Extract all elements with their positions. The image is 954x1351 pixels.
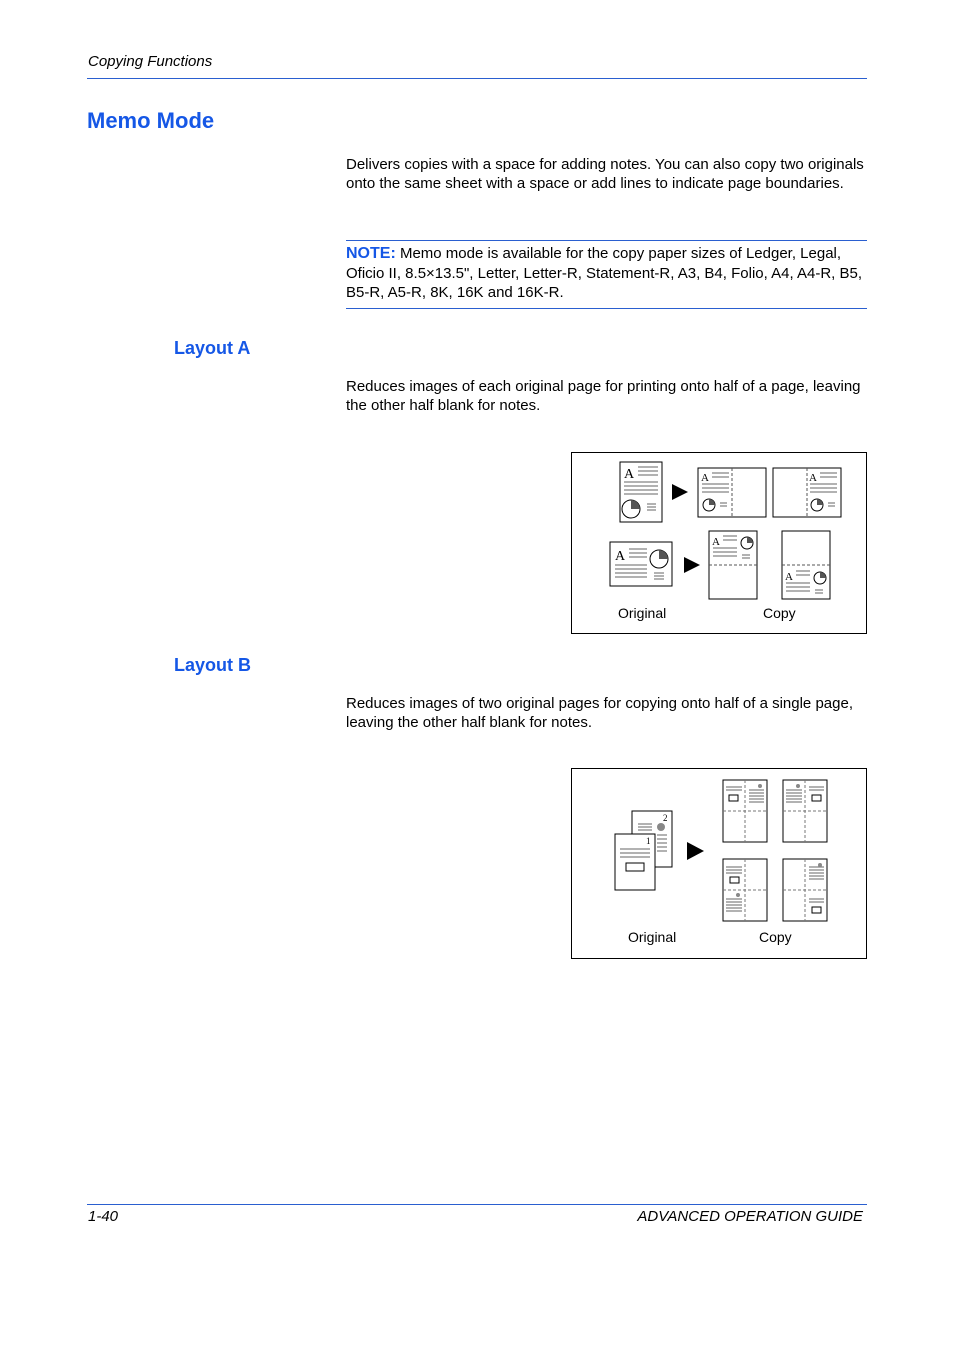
footer-rule	[87, 1204, 867, 1205]
page-title: Memo Mode	[87, 108, 215, 133]
svg-text:A: A	[809, 472, 817, 484]
original-label: Original	[618, 605, 667, 621]
layout-a-diagram	[572, 453, 865, 632]
svg-text:1: 1	[646, 836, 651, 846]
running-header: Copying Functions	[88, 53, 213, 70]
layout-a-figure	[571, 452, 867, 634]
original-portrait-page	[620, 462, 662, 522]
svg-text:A: A	[785, 571, 793, 583]
note-block	[346, 244, 864, 303]
copy-landscape-page-1	[698, 468, 766, 517]
original-page-1	[615, 834, 655, 890]
original-label: Original	[628, 929, 677, 945]
intro-paragraph: Delivers copies with a space for adding notes. You can also copy two originals onto the same sheet with a space or add lines to indicate page boundaries.	[346, 156, 864, 193]
note-top-rule	[346, 240, 867, 241]
layout-b-paragraph: Reduces images of two original pages for copying onto half of a single page, leaving the other half blank for notes.	[346, 695, 853, 732]
svg-text:A: A	[712, 536, 720, 548]
page-glyph: A	[624, 467, 635, 482]
copy-label: Copy	[763, 605, 796, 621]
header-rule	[87, 78, 867, 79]
note-text: Memo mode is available for the copy paper sizes of Ledger, Legal, Oficio II, 8.5×13.5", Letter, Letter-R, Statement-R, A3, B4, Folio, A4, A4-R, B5, B5-R, A5-R, 8K, 16K and 16K-R.	[346, 245, 862, 301]
copy-label: Copy	[759, 929, 792, 945]
copy-page-top-left	[723, 780, 767, 842]
svg-text:A: A	[701, 472, 709, 484]
arrow-right-icon	[687, 842, 704, 860]
copy-portrait-page-2	[782, 531, 830, 599]
layout-b-figure	[571, 768, 867, 959]
arrow-right-icon	[684, 557, 700, 573]
svg-text:2: 2	[663, 813, 668, 823]
svg-text:A: A	[615, 549, 626, 564]
copy-page-bottom-right	[783, 859, 827, 921]
note-label: NOTE:	[346, 245, 396, 262]
page-number: 1-40	[88, 1208, 119, 1225]
layout-a-heading: Layout A	[174, 338, 251, 358]
copy-landscape-page-2	[773, 468, 841, 517]
copy-page-top-right	[783, 780, 827, 842]
guide-title: ADVANCED OPERATION GUIDE	[637, 1208, 863, 1225]
copy-page-bottom-left	[723, 859, 767, 921]
copy-portrait-page-1	[709, 531, 757, 599]
layout-a-paragraph: Reduces images of each original page for printing onto half of a page, leaving the other half blank for notes.	[346, 378, 861, 415]
layout-b-heading: Layout B	[174, 655, 252, 675]
original-landscape-page	[610, 542, 672, 586]
note-bottom-rule	[346, 308, 867, 309]
arrow-right-icon	[672, 484, 688, 500]
layout-b-diagram	[572, 769, 865, 957]
